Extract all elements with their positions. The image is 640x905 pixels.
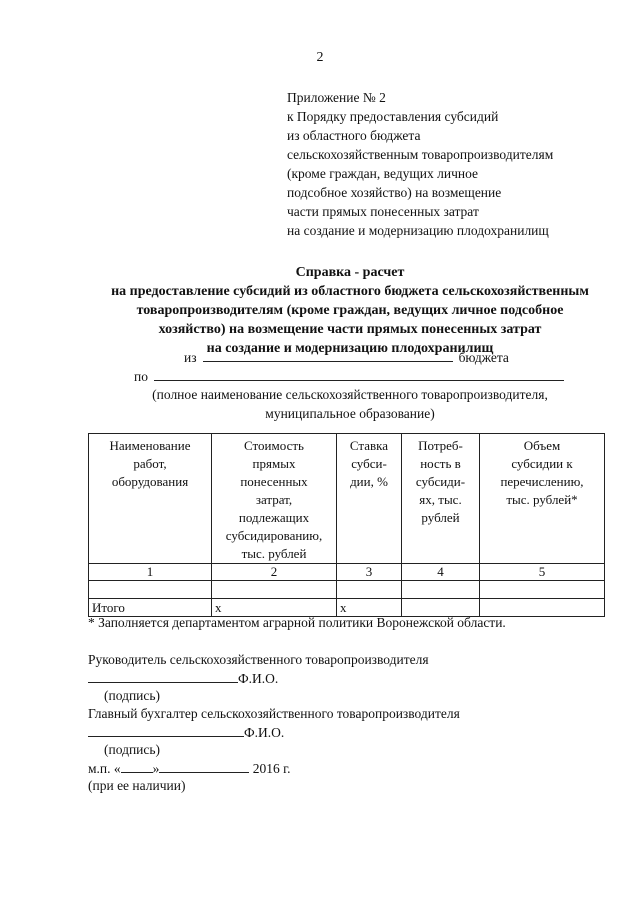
month-blank[interactable] — [159, 760, 249, 773]
title-line: хозяйство) на возмещение части прямых понесенных затрат — [158, 322, 542, 337]
header-text: субси- — [351, 456, 387, 471]
caption-line: (полное наименование сельскохозяйственного товаропроизводителя, — [152, 387, 548, 402]
header-text: Объем — [523, 438, 561, 453]
header-text: Потреб- — [418, 438, 463, 453]
header-text: затрат, — [255, 492, 293, 507]
table-total-row — [89, 599, 605, 617]
producer-name-blank-field[interactable] — [154, 368, 564, 381]
footnote: * Заполняется департаментом аграрной политики Воронежской области. — [88, 615, 506, 630]
header-text: ях, тыс. — [419, 492, 462, 507]
header-text: субсидии к — [511, 456, 573, 471]
header-text: субсиди- — [415, 474, 466, 489]
producer-name-caption — [60, 385, 640, 423]
accountant-signature-blank[interactable] — [88, 724, 244, 737]
document-title — [60, 263, 640, 358]
total-cell[interactable] — [480, 599, 605, 617]
appendix-line: сельскохозяйственным товаропроизводителям — [287, 147, 554, 162]
header-cell-amount — [480, 434, 605, 564]
appendix-line: из областного бюджета — [287, 128, 421, 143]
table-header-row — [89, 434, 605, 564]
header-text: субсидированию, — [225, 528, 323, 543]
header-text: перечислению, — [500, 474, 584, 489]
header-text: работ, — [133, 456, 167, 471]
stamp-note: (при ее наличии) — [88, 778, 186, 793]
appendix-line: части прямых понесенных затрат — [287, 204, 479, 219]
appendix-line: (кроме граждан, ведущих личное — [287, 166, 479, 181]
header-cell-need — [402, 434, 480, 564]
budget-prefix: из — [184, 350, 197, 365]
appendix-line: подсобное хозяйство) на возмещение — [287, 185, 502, 200]
po-prefix: по — [134, 369, 148, 384]
header-text: тыс. рублей* — [506, 492, 578, 507]
header-text: понесенных — [240, 474, 308, 489]
total-cell[interactable] — [402, 599, 480, 617]
head-fio: Ф.И.О. — [238, 671, 279, 686]
total-cell: х — [212, 599, 337, 617]
column-number: 5 — [480, 564, 605, 581]
mp-mid: » — [152, 761, 160, 776]
page-number: 2 — [316, 50, 324, 65]
header-text: Наименование — [109, 438, 191, 453]
table-number-row — [89, 564, 605, 581]
header-text: тыс. рублей — [241, 546, 307, 561]
po-line — [134, 368, 564, 385]
head-fio-line — [88, 670, 278, 687]
head-title: Руководитель сельскохозяйственного товаропроизводителя — [88, 652, 429, 667]
header-text: ность в — [420, 456, 461, 471]
table-cell[interactable] — [337, 581, 402, 599]
total-label: Итого — [89, 599, 212, 617]
stamp-date-line — [88, 760, 291, 777]
budget-line — [184, 349, 509, 366]
table-cell[interactable] — [89, 581, 212, 599]
total-cell: х — [337, 599, 402, 617]
table-cell[interactable] — [480, 581, 605, 599]
title-line: на предоставление субсидий из областного бюджета сельскохозяйственным — [111, 284, 589, 299]
appendix-line: к Порядку предоставления субсидий — [287, 109, 499, 124]
appendix-line: на создание и модернизацию плодохранилищ — [287, 223, 549, 238]
accountant-fio-line — [88, 724, 284, 741]
table-row — [89, 581, 605, 599]
column-number: 2 — [212, 564, 337, 581]
appendix-line: Приложение № 2 — [287, 90, 386, 105]
title-line: на создание и модернизацию плодохранилищ — [206, 341, 494, 356]
header-cell-works — [89, 434, 212, 564]
year: 2016 г. — [252, 761, 291, 776]
title-line: товаропроизводителям (кроме граждан, ведущих личное подсобное — [136, 303, 564, 318]
header-text: прямых — [252, 456, 296, 471]
title-line: Справка - расчет — [295, 265, 405, 280]
header-text: дии, % — [350, 474, 388, 489]
column-number: 3 — [337, 564, 402, 581]
day-blank[interactable] — [121, 760, 153, 773]
header-text: Стоимость — [244, 438, 304, 453]
budget-blank-field[interactable] — [203, 349, 453, 362]
table-cell[interactable] — [402, 581, 480, 599]
budget-suffix: бюджета — [458, 350, 509, 365]
table-cell[interactable] — [212, 581, 337, 599]
column-number: 1 — [89, 564, 212, 581]
accountant-signature-caption: (подпись) — [104, 742, 161, 757]
mp-prefix: м.п. « — [88, 761, 121, 776]
header-cell-cost — [212, 434, 337, 564]
column-number: 4 — [402, 564, 480, 581]
calculation-table — [88, 433, 605, 617]
header-text: рублей — [421, 510, 460, 525]
caption-line: муниципальное образование) — [265, 406, 435, 421]
accountant-fio: Ф.И.О. — [244, 725, 285, 740]
head-signature-blank[interactable] — [88, 670, 238, 683]
header-text: подлежащих — [238, 510, 310, 525]
accountant-title: Главный бухгалтер сельскохозяйственного товаропроизводителя — [88, 706, 460, 721]
head-signature-caption: (подпись) — [104, 688, 161, 703]
header-cell-rate — [337, 434, 402, 564]
header-text: Ставка — [349, 438, 389, 453]
appendix-header — [287, 88, 553, 240]
header-text: оборудования — [111, 474, 189, 489]
